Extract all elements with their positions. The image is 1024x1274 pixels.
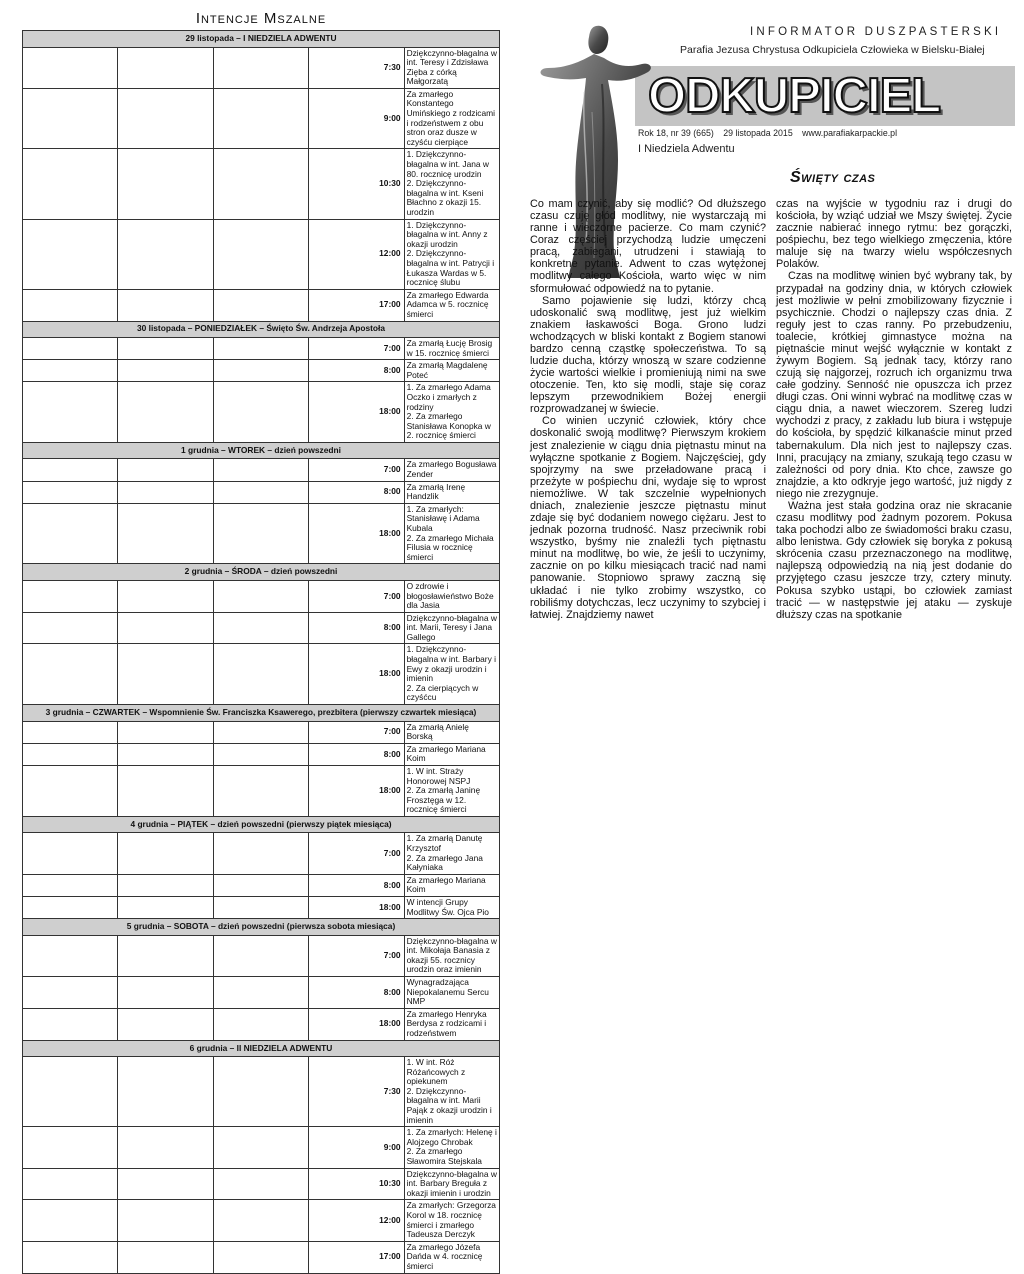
checkbox-cell	[118, 1008, 213, 1040]
article-paragraph: Czas na modlitwę winien być wybrany tak, by przypadał na godziny dnia, w których człowiek jest możliwie w pełni zmobilizowany fizycznie i psychicznie. Chodzi o najlepszy czas dnia. Z reguły jest to czas ranny. Po przebudzeniu, toalecie, krótkiej gimnastyce można na piętnaście minut wejść wyłącznie w kontakt z żywym Bogiem. Są jednak tacy, którzy rano czują się najgorzej, rozruch ich organizmu trwa całe godziny. Senność nie opuszcza ich przez długi czas. Oni winni wybrać na modlitwę czas w ciągu dnia, a nawet wieczorem. Szereg ludzi wychodzi z pracy, z zakładu lub biura i wstępuje do kościoła, by spędzić kilkanaście minut przed tabernakulum. Dla nich jest to najlepszy czas. Inni, pracujący na zmiany, szukają tego czasu w zależności od pory dnia. Kto chce, zawsze go znajdzie, a kto odkryje jego wartość, już nigdy z niego nie zrezygnuje.	[776, 270, 1012, 500]
newsletter-front	[520, 0, 1024, 725]
mass-time: 12:00	[309, 1200, 404, 1241]
article-column-left	[530, 198, 766, 621]
mass-time: 18:00	[309, 765, 404, 816]
day-header: 30 listopada – PONIEDZIAŁEK – Święto Św. Andrzeja Apostoła	[23, 321, 500, 338]
checkbox-cell	[118, 338, 213, 360]
checkbox-cell	[118, 743, 213, 765]
mass-row	[23, 721, 500, 743]
mass-intention: Za zmarłego Mariana Koim	[404, 874, 499, 896]
mass-row	[23, 149, 500, 219]
mass-row	[23, 580, 500, 612]
checkbox-cell	[118, 289, 213, 321]
checkbox-cell	[213, 644, 308, 705]
mass-intention: Za zmarłego Konstantego Umińskiego z rodzicami i rodzeństwem z obu stron oraz dusze w czyśću cierpiące	[404, 88, 499, 149]
day-header: 29 listopada – I NIEDZIELA ADWENTU	[23, 31, 500, 48]
issue-date: 29 listopada 2015	[723, 128, 793, 138]
day-header-row	[23, 321, 500, 338]
checkbox-cell	[213, 580, 308, 612]
mass-time: 17:00	[309, 1241, 404, 1273]
checkbox-cell	[23, 459, 118, 481]
checkbox-cell	[23, 935, 118, 976]
mass-row	[23, 1008, 500, 1040]
parish-name: Parafia Jezusa Chrystusa Odkupiciela Człowieka w Bielsku-Białej	[680, 44, 985, 56]
checkbox-cell	[23, 1168, 118, 1200]
checkbox-cell	[23, 874, 118, 896]
checkbox-cell	[213, 743, 308, 765]
mass-intention: 1. W int. Straży Honorowej NSPJ 2. Za zmarłą Janinę Frosztęga w 12. rocznicę śmierci	[404, 765, 499, 816]
checkbox-cell	[118, 360, 213, 382]
checkbox-cell	[23, 1008, 118, 1040]
mass-intention: 1. Za zmarłą Danutę Krzysztof 2. Za zmarłego Jana Kałyniaka	[404, 833, 499, 874]
checkbox-cell	[23, 149, 118, 219]
checkbox-cell	[213, 1127, 308, 1168]
checkbox-cell	[23, 1057, 118, 1127]
checkbox-cell	[118, 1168, 213, 1200]
day-header-row	[23, 1040, 500, 1057]
mass-time: 7:30	[309, 47, 404, 88]
checkbox-cell	[213, 88, 308, 149]
checkbox-cell	[118, 1200, 213, 1241]
checkbox-cell	[118, 644, 213, 705]
mass-time: 8:00	[309, 743, 404, 765]
checkbox-cell	[118, 612, 213, 644]
checkbox-cell	[213, 1057, 308, 1127]
checkbox-cell	[213, 219, 308, 289]
checkbox-cell	[213, 765, 308, 816]
checkbox-cell	[118, 1241, 213, 1273]
day-header-row	[23, 705, 500, 722]
mass-row	[23, 338, 500, 360]
checkbox-cell	[213, 935, 308, 976]
checkbox-cell	[118, 977, 213, 1009]
mass-time: 18:00	[309, 1008, 404, 1040]
mass-time: 17:00	[309, 289, 404, 321]
checkbox-cell	[23, 580, 118, 612]
checkbox-cell	[213, 977, 308, 1009]
checkbox-cell	[23, 360, 118, 382]
mass-time: 10:30	[309, 149, 404, 219]
mass-row	[23, 644, 500, 705]
mass-row	[23, 88, 500, 149]
article-paragraph: Co mam czynić, aby się modlić? Od dłuższego czasu czuję głód modlitwy, nie wystarczają mi ranne i wieczorne pacierze. Co mam czynić? Coraz częściej przychodzą ludzie umęczeni pracą, zabiegani, utrudzeni i stawiają to konkretne pytanie. Adwent to czas wytężonej modlitwy całego Kościoła, warto więc w nim sformułować odpowiedź na to pytanie.	[530, 198, 766, 295]
day-header: 6 grudnia – II NIEDZIELA ADWENTU	[23, 1040, 500, 1057]
checkbox-cell	[213, 338, 308, 360]
article-paragraph: Co winien uczynić człowiek, który chce doskonalić swoją modlitwę? Pierwszym krokiem jest znalezienie w ciągu dnia piętnastu minut na wyłączne spotkanie z Bogiem. Najczęściej, gdy spojrzymy na swe przeładowane pracą i przeżyte w pośpiechu dni, wydaje się to wprost niemożliwe. W tak szczelnie wypełnionych dniach, znalezienie jeszcze piętnastu minut zdaje się być dodaniem nowego ciężaru. Jest to jednak pozorna trudność. Nasz przeciwnik robi wszystko, byśmy nie znaleźli tych piętnastu minut na modlitwę, bo wie, że jeśli to uczynimy, zacznie on po kilku miesiącach tracić nad nami panowanie. Stopniowo sprawy zaczną się układać i nie tylko zrobimy wszystko, co robiliśmy dotychczas, lecz uczynimy to szybciej i łatwiej. Znajdziemy nawet	[530, 415, 766, 621]
mass-intention: Za zmarłą Irenę Handzlik	[404, 481, 499, 503]
mass-row	[23, 481, 500, 503]
mass-intention: Dziękczynno-błagalna w int. Marii, Teresy i Jana Gallego	[404, 612, 499, 644]
checkbox-cell	[213, 382, 308, 443]
checkbox-cell	[213, 459, 308, 481]
checkbox-cell	[23, 896, 118, 918]
mass-time: 8:00	[309, 874, 404, 896]
mass-time: 7:30	[309, 1057, 404, 1127]
checkbox-cell	[213, 47, 308, 88]
mass-time: 18:00	[309, 382, 404, 443]
checkbox-cell	[213, 896, 308, 918]
checkbox-cell	[118, 459, 213, 481]
checkbox-cell	[118, 935, 213, 976]
checkbox-cell	[213, 360, 308, 382]
checkbox-cell	[118, 47, 213, 88]
mass-intention: 1. Za zmarłych: Helenę i Alojzego Chrobak 2. Za zmarłego Sławomira Stejskala	[404, 1127, 499, 1168]
checkbox-cell	[213, 1200, 308, 1241]
mass-intention: 1. Za zmarłego Adama Oczko i zmarłych z rodziny 2. Za zmarłego Stanisława Konopka w 2. rocznicę śmierci	[404, 382, 499, 443]
mass-intention: Za zmarłego Mariana Koim	[404, 743, 499, 765]
mass-row	[23, 47, 500, 88]
day-header-row	[23, 816, 500, 833]
mass-time: 8:00	[309, 360, 404, 382]
liturgical-sunday: I Niedziela Adwentu	[638, 143, 735, 155]
checkbox-cell	[213, 149, 308, 219]
checkbox-cell	[23, 289, 118, 321]
checkbox-cell	[118, 503, 213, 564]
checkbox-cell	[23, 743, 118, 765]
mass-row	[23, 743, 500, 765]
checkbox-cell	[23, 644, 118, 705]
mass-intention: Za zmarłą Łucję Brosig w 15. rocznicę śmierci	[404, 338, 499, 360]
article-column-right	[776, 198, 1012, 621]
checkbox-cell	[23, 1241, 118, 1273]
checkbox-cell	[23, 1200, 118, 1241]
mass-intention: 1. Dziękczynno-błagalna w int. Jana w 80. rocznicę urodzin 2. Dziękczynno-błagalna w int. Kseni Błachno z okazji 15. urodzin	[404, 149, 499, 219]
mass-row	[23, 289, 500, 321]
day-header: 1 grudnia – WTOREK – dzień powszedni	[23, 442, 500, 459]
checkbox-cell	[213, 1008, 308, 1040]
checkbox-cell	[213, 833, 308, 874]
checkbox-cell	[118, 896, 213, 918]
mass-intention: 1. Dziękczynno-błagalna w int. Anny z okazji urodzin 2. Dziękczynno-błagalna w int. Patrycji i Łukasza Wardas w 5. rocznicę ślubu	[404, 219, 499, 289]
mass-time: 18:00	[309, 644, 404, 705]
mass-row	[23, 833, 500, 874]
intentions-table	[22, 30, 500, 1274]
mass-intention: Dziękczynno-błagalna w int. Barbary Breguła z okazji imienin i urodzin	[404, 1168, 499, 1200]
mass-row	[23, 219, 500, 289]
mass-intention: Wynagradzająca Niepokalanemu Sercu NMP	[404, 977, 499, 1009]
checkbox-cell	[118, 149, 213, 219]
checkbox-cell	[118, 88, 213, 149]
mass-time: 18:00	[309, 503, 404, 564]
checkbox-cell	[213, 1241, 308, 1273]
mass-row	[23, 360, 500, 382]
mass-row	[23, 382, 500, 443]
mass-time: 18:00	[309, 896, 404, 918]
checkbox-cell	[23, 833, 118, 874]
mass-row	[23, 935, 500, 976]
day-header-row	[23, 919, 500, 936]
checkbox-cell	[118, 874, 213, 896]
mass-time: 10:30	[309, 1168, 404, 1200]
mass-intentions-section	[22, 10, 500, 1274]
article-paragraph: Samo pojawienie się ludzi, którzy chcą udoskonalić swą modlitwę, jest już wielkim znakiem łaskawości Boga. Grono ludzi wchodzących w bliski kontakt z Bogiem stanowi bardzo cenną cząstkę społeczeństwa. To są ludzie ducha, którzy wnoszą w szare codzienne życie wartości wielkie i promieniują nimi na swe otoczenie. Ten, kto się modli, staje się coraz lepszym przewodnikiem Bożej energii rozprowadzanej w świecie.	[530, 294, 766, 416]
mass-intention: Dziękczynno-błagalna w int. Teresy i Zdzisława Zięba z córką Małgorzatą	[404, 47, 499, 88]
article-paragraph: Ważna jest stała godzina oraz nie skracanie czasu modlitwy pod żadnym pozorem. Pokusa taka pochodzi albo ze świadomości braku czasu, albo lenistwa. Gdy człowiek się boryka z pokusą skrócenia czasu przeznaczonego na modlitwę, najlepszą odpowiedzią na nią jest dodanie do przyjętego czasu jeszcze trzy, cztery minuty. Pokusa szybko ustąpi, bo człowiek zamiast tracić — w następstwie jej ataku — zyskuje dłuższy czas na spotkanie	[776, 499, 1012, 621]
mass-intention: 1. W int. Róż Różańcowych z opiekunem 2. Dziękczynno-błagalna w int. Marii Pająk z okazji urodzin i imienin	[404, 1057, 499, 1127]
checkbox-cell	[23, 219, 118, 289]
mass-row	[23, 765, 500, 816]
newsletter-title: ODKUPICIEL	[648, 69, 941, 123]
checkbox-cell	[23, 382, 118, 443]
checkbox-cell	[118, 765, 213, 816]
checkbox-cell	[23, 612, 118, 644]
checkbox-cell	[118, 382, 213, 443]
mass-intention: 1. Za zmarłych: Stanisławę i Adama Kubala 2. Za zmarłego Michała Filusia w rocznicę śmierci	[404, 503, 499, 564]
website-link[interactable]: www.parafiakarpackie.pl	[802, 128, 898, 138]
day-header-row	[23, 31, 500, 48]
mass-intention: Za zmarłego Bogusława Zender	[404, 459, 499, 481]
mass-time: 7:00	[309, 721, 404, 743]
checkbox-cell	[213, 721, 308, 743]
mass-row	[23, 1168, 500, 1200]
mass-intention: Dziękczynno-błagalna w int. Mikołaja Banasia z okazji 55. rocznicy urodzin oraz imienin	[404, 935, 499, 976]
mass-row	[23, 459, 500, 481]
checkbox-cell	[23, 503, 118, 564]
mass-time: 8:00	[309, 977, 404, 1009]
mass-intention: Za zmarłego Józefa Dańda w 4. rocznicę śmierci	[404, 1241, 499, 1273]
checkbox-cell	[23, 1127, 118, 1168]
mass-time: 7:00	[309, 338, 404, 360]
mass-intention: Za zmarłą Anielę Borską	[404, 721, 499, 743]
article-title: Święty czas	[790, 169, 876, 186]
checkbox-cell	[213, 1168, 308, 1200]
mass-intention: O zdrowie i błogosławieństwo Boże dla Jasia	[404, 580, 499, 612]
mass-row	[23, 896, 500, 918]
day-header-row	[23, 564, 500, 581]
checkbox-cell	[118, 1127, 213, 1168]
mass-row	[23, 1127, 500, 1168]
checkbox-cell	[23, 721, 118, 743]
mass-intention: Za zmarłych: Grzegorza Korol w 18. rocznicę śmierci i zmarłego Tadeusza Derczyk	[404, 1200, 499, 1241]
informator-label: INFORMATOR DUSZPASTERSKI	[750, 26, 1002, 38]
mass-intention: W intencji Grupy Modlitwy Św. Ojca Pio	[404, 896, 499, 918]
day-header: 2 grudnia – ŚRODA – dzień powszedni	[23, 564, 500, 581]
day-header-row	[23, 442, 500, 459]
checkbox-cell	[23, 481, 118, 503]
mass-row	[23, 977, 500, 1009]
mass-time: 7:00	[309, 833, 404, 874]
checkbox-cell	[23, 88, 118, 149]
mass-time: 8:00	[309, 481, 404, 503]
intentions-title: Intencje Mszalne	[195, 10, 327, 27]
mass-time: 7:00	[309, 459, 404, 481]
mass-time: 9:00	[309, 88, 404, 149]
checkbox-cell	[118, 1057, 213, 1127]
day-header: 5 grudnia – SOBOTA – dzień powszedni (pierwsza sobota miesiąca)	[23, 919, 500, 936]
mass-row	[23, 503, 500, 564]
checkbox-cell	[213, 503, 308, 564]
mass-intention: Za zmarłego Henryka Berdysa z rodzicami i rodzeństwem	[404, 1008, 499, 1040]
mass-time: 12:00	[309, 219, 404, 289]
issue-info	[638, 128, 904, 138]
mass-row	[23, 612, 500, 644]
mass-intention: 1. Dziękczynno-błagalna w int. Barbary i Ewy z okazji urodzin i imienin 2. Za cierpiących w czyśćcu	[404, 644, 499, 705]
mass-intention: Za zmarłego Edwarda Adamca w 5. rocznicę śmierci	[404, 289, 499, 321]
day-header: 4 grudnia – PIĄTEK – dzień powszedni (pierwszy piątek miesiąca)	[23, 816, 500, 833]
mass-time: 9:00	[309, 1127, 404, 1168]
checkbox-cell	[118, 580, 213, 612]
checkbox-cell	[23, 765, 118, 816]
checkbox-cell	[118, 721, 213, 743]
checkbox-cell	[23, 47, 118, 88]
checkbox-cell	[213, 289, 308, 321]
day-header: 3 grudnia – CZWARTEK – Wspomnienie Św. Franciszka Ksawerego, prezbitera (pierwszy czwartek miesiąca)	[23, 705, 500, 722]
checkbox-cell	[213, 874, 308, 896]
mass-intention: Za zmarłą Magdalenę Poteć	[404, 360, 499, 382]
checkbox-cell	[118, 219, 213, 289]
checkbox-cell	[118, 833, 213, 874]
mass-row	[23, 874, 500, 896]
checkbox-cell	[118, 481, 213, 503]
checkbox-cell	[213, 481, 308, 503]
mass-time: 8:00	[309, 612, 404, 644]
mass-row	[23, 1057, 500, 1127]
checkbox-cell	[23, 338, 118, 360]
issue-number: Rok 18, nr 39 (665)	[638, 128, 714, 138]
checkbox-cell	[213, 612, 308, 644]
mass-time: 7:00	[309, 580, 404, 612]
article-paragraph: czas na wyjście w tygodniu raz i drugi do kościoła, by wziąć udział we Mszy świętej. Życie zacznie nabierać innego rytmu: bez gorączki, pośpiechu, bez tego wielkiego zmęczenia, które maluje się na twarzy wielu współczesnych Polaków.	[776, 198, 1012, 271]
mass-row	[23, 1241, 500, 1273]
mass-time: 7:00	[309, 935, 404, 976]
mass-row	[23, 1200, 500, 1241]
checkbox-cell	[23, 977, 118, 1009]
